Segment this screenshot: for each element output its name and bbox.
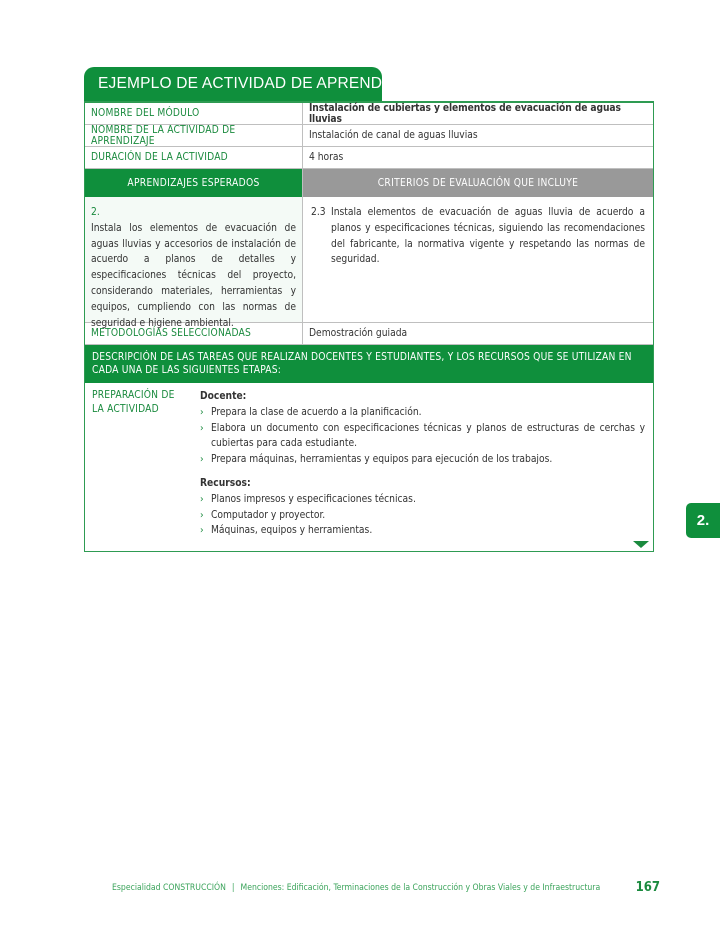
criteria-number: 2.3 [311,207,326,218]
criteria-cell [303,197,653,322]
recursos-title: Recursos: [200,477,251,489]
learning-header: APRENDIZAJES ESPERADOS [85,169,303,197]
methodology-value: Demostración guiada [309,328,408,339]
list-item: › Prepara la clase de acuerdo a la planificación. [200,405,645,421]
section-headers [85,169,653,197]
docente-title: Docente: [200,391,247,402]
page-footer [112,880,660,895]
methodology-row [85,323,653,345]
list-item: › Computador y proyector. [200,508,645,524]
module-name-label: NOMBRE DEL MÓDULO [85,103,303,124]
learning-cell [85,197,303,329]
preparation-label: PREPARACIÓN DE LA ACTIVIDAD [92,390,175,415]
duration-row [85,147,653,169]
activity-name-label: NOMBRE DE LA ACTIVIDAD DE APRENDIZAJE [85,125,303,146]
bullet-icon: › [200,454,204,466]
bullet-icon: › [200,509,204,521]
chapter-tab: 2. [686,503,720,538]
learning-number: 2. [91,207,100,218]
learning-text: Instala los elementos de evacuación de aguas lluvias y accesorios de instalación de acuerdo a planos de detalles y especificaciones técnicas del proyecto, considerando materiales, herramientas y equipos, cumpliendo con las normas de seguridad e higiene ambiental. [91,222,296,329]
docente-list [200,405,645,468]
activity-title: EJEMPLO DE ACTIVIDAD DE APRENDIZAJE [84,67,382,102]
preparation-row [85,383,653,551]
preparation-content [192,383,653,551]
methodology-label: METODOLOGÍAS SELECCIONADAS [85,323,303,344]
learning-row [85,197,653,329]
bullet-icon: › [200,406,204,418]
module-name-row [85,103,653,125]
footer-mentions: Menciones: Edificación, Terminaciones de la Construcción y Obras Viales y de Infraestructura [240,882,601,893]
footer-separator: | [231,882,235,893]
activity-name-value: Instalación de canal de aguas lluvias [309,130,478,141]
duration-label: DURACIÓN DE LA ACTIVIDAD [85,147,303,168]
bullet-icon: › [200,525,204,537]
activity-name-row [85,125,653,147]
list-item: › Prepara máquinas, herramientas y equipos para ejecución de los trabajos. [200,452,645,468]
bullet-icon: › [200,422,204,434]
bullet-icon: › [200,493,204,505]
list-item: › Elabora un documento con especificaciones técnicas y planos de estructuras de cerchas y cubiertas para cada estudiante. [200,422,645,450]
recursos-list [200,492,645,539]
duration-value: 4 horas [309,152,344,163]
module-name-value: Instalación de cubiertas y elementos de evacuación de aguas lluvias [309,102,621,125]
description-header: DESCRIPCIÓN DE LAS TAREAS QUE REALIZAN DOCENTES Y ESTUDIANTES, Y LOS RECURSOS QUE SE UTILIZAN EN CADA UNA DE LAS SIGUIENTES ETAPAS: [85,345,653,383]
list-item: › Planos impresos y especificaciones técnicas. [200,492,645,508]
continue-arrow-icon [633,541,649,548]
page-number: 167 [635,880,660,895]
criteria-header: CRITERIOS DE EVALUACIÓN QUE INCLUYE [303,169,653,197]
footer-specialty: Especialidad CONSTRUCCIÓN [112,882,226,893]
list-item: › Máquinas, equipos y herramientas. [200,523,645,539]
criteria-text: Instala elementos de evacuación de aguas lluvia de acuerdo a planos y especificaciones técnicas, siguiendo las recomendaciones del fabricante, la normativa vigente y respetando las normas de seguridad. [331,207,645,266]
activity-table [84,101,654,552]
